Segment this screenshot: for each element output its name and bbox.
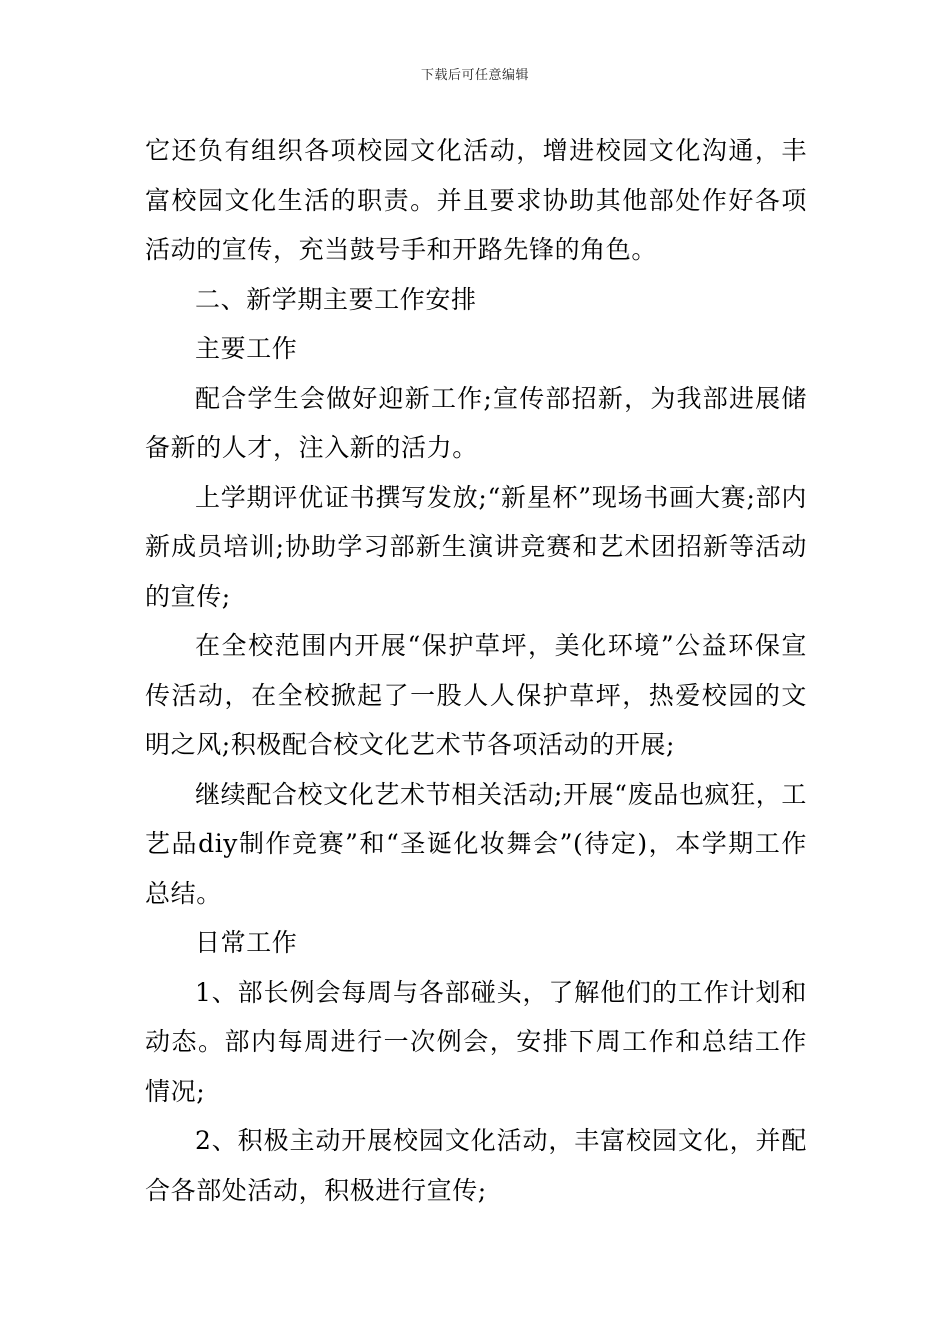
paragraph-daily-work-2: 2、积极主动开展校园文化活动，丰富校园文化，并配合各部处活动，积极进行宣传; — [145, 1126, 807, 1205]
paragraph-main-work-3: 在全校范围内开展“保护草坪，美化环境”公益环保宣传活动，在全校掀起了一股人人保护草坪，热爱校园的文明之风;积极配合校文化艺术节各项活动的开展; — [145, 631, 807, 759]
paragraph-main-work-1: 配合学生会做好迎新工作;宣传部招新，为我部进展储备新的人才，注入新的活力。 — [145, 383, 807, 462]
section-heading: 二、新学期主要工作安排 — [195, 284, 477, 314]
document-body — [145, 126, 807, 1215]
paragraph-main-work-4: 继续配合校文化艺术节相关活动;开展“废品也疯狂，工艺品diy制作竞赛”和“圣诞化妆舞会”(待定)，本学期工作总结。 — [145, 779, 807, 908]
subheading-main-work: 主要工作 — [195, 334, 298, 363]
page-header: 下载后可任意编辑 — [420, 68, 529, 83]
paragraph-main-work-2: 上学期评优证书撰写发放;“新星杯”现场书画大赛;部内新成员培训;协助学习部新生演讲竞赛和艺术团招新等活动的宣传; — [145, 482, 807, 611]
paragraph-intro: 它还负有组织各项校园文化活动，增进校园文化沟通，丰富校园文化生活的职责。并且要求协助其他部处作好各项活动的宣传，充当鼓号手和开路先锋的角色。 — [145, 136, 807, 264]
paragraph-daily-work-1: 1、部长例会每周与各部碰头，了解他们的工作计划和动态。部内每周进行一次例会，安排下周工作和总结工作情况; — [145, 977, 807, 1106]
subheading-daily-work: 日常工作 — [195, 928, 298, 957]
